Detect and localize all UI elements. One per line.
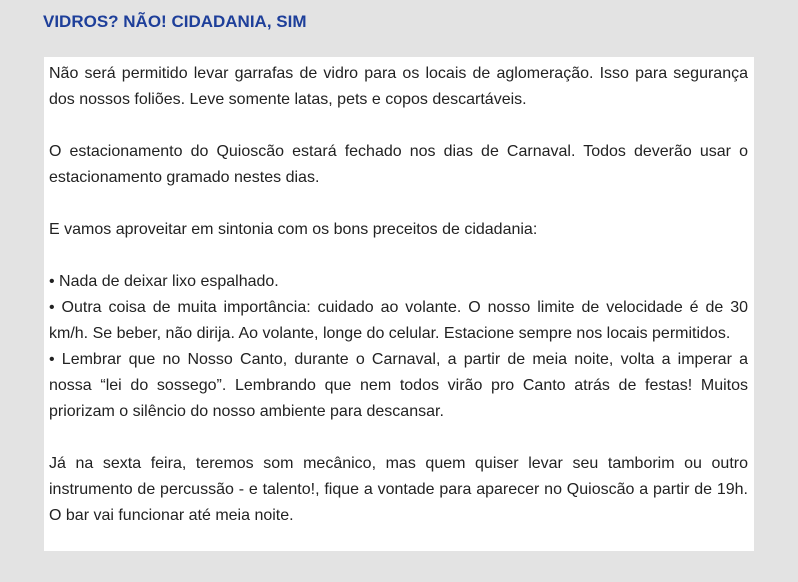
article-body [44,57,754,551]
paragraph-glass-bottles: Não será permitido levar garrafas de vidro para os locais de aglomeração. Isso para segurança dos nossos foliões. Leve somente latas, pets e copos descartáveis. [49,65,748,108]
paragraph-citizenship-intro: E vamos aproveitar em sintonia com os bons preceitos de cidadania: [49,221,538,238]
citizenship-list [49,269,748,425]
article-title: VIDROS? NÃO! CIDADANIA, SIM [43,12,307,31]
list-item-driving: • Outra coisa de muita importância: cuidado ao volante. O nosso limite de velocidade é de 30 km/h. Se beber, não dirija. Ao volante, longe do celular. Estacione sempre nos locais permitidos. [49,299,748,342]
list-item-litter: • Nada de deixar lixo espalhado. [49,273,279,290]
list-item-quiet-law: • Lembrar que no Nosso Canto, durante o Carnaval, a partir de meia noite, volta a imperar a nossa “lei do sossego”. Lembrando que nem todos virão pro Canto atrás de festas! Muitos priorizam o silêncio do nosso ambiente para descansar. [49,351,748,420]
paragraph-friday-music: Já na sexta feira, teremos som mecânico, mas quem quiser levar seu tamborim ou outro instrumento de percussão - e talento!, fique a vontade para aparecer no Quioscão a partir de 19h. O bar vai funcionar até meia noite. [49,455,748,524]
spacer [49,243,748,269]
paragraph-parking: O estacionamento do Quioscão estará fechado nos dias de Carnaval. Todos deverão usar o estacionamento gramado nestes dias. [49,143,748,186]
